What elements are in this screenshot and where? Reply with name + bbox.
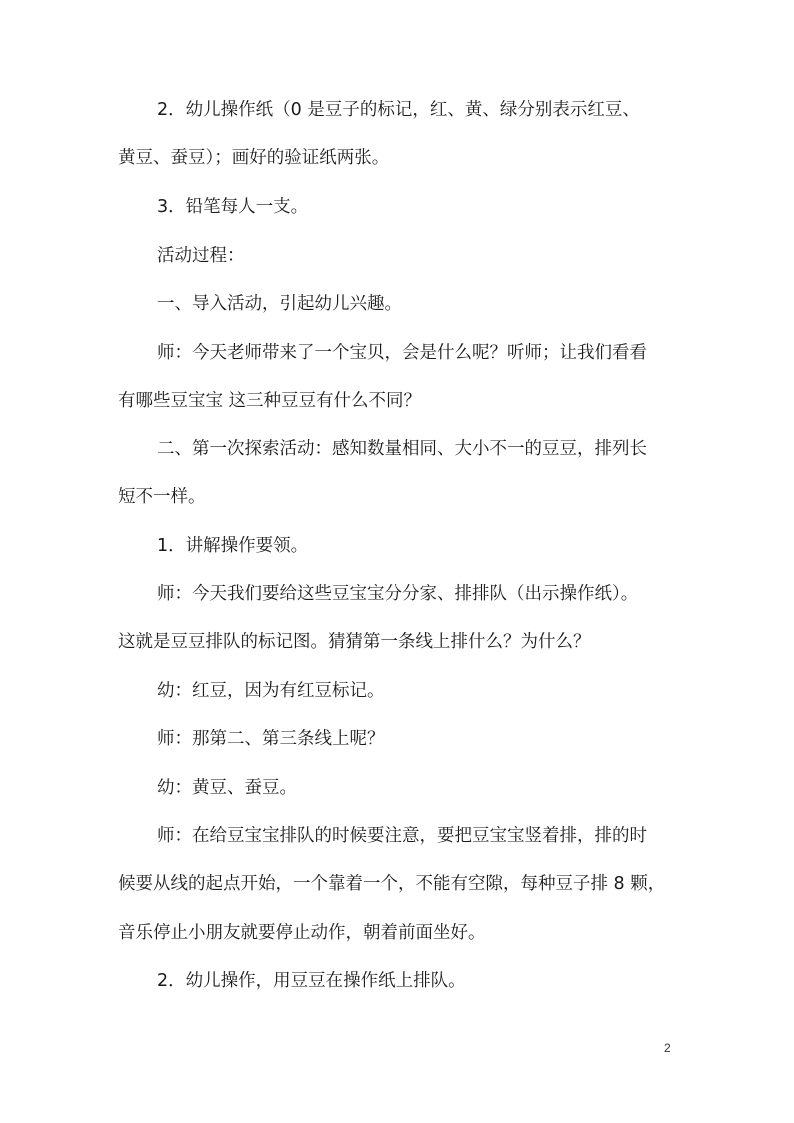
text-line: 候要从线的起点开始，一个靠着一个，不能有空隙，每种豆子排 8 颗，: [118, 874, 666, 894]
text-line: 3．铅笔每人一支。: [157, 197, 309, 217]
text-line: 幼：红豆，因为有红豆标记。: [157, 681, 385, 701]
text-line: 1．讲解操作要领。: [157, 536, 309, 556]
text-line: 黄豆、蚕豆）；画好的验证纸两张。: [118, 148, 390, 168]
text-line: 二、第一次探索活动：感知数量相同、大小不一的豆豆，排列长: [157, 439, 647, 459]
text-line: 活动过程：: [157, 246, 245, 266]
text-line: 一、导入活动，引起幼儿兴趣。: [157, 294, 402, 314]
text-line: 2．幼儿操作，用豆豆在操作纸上排队。: [157, 971, 466, 991]
text-line: 2．幼儿操作纸（0 是豆子的标记，红、黄、绿分别表示红豆、: [157, 100, 640, 120]
text-line: 这就是豆豆排队的标记图。猜猜第一条线上排什么？为什么？: [118, 632, 591, 652]
text-line: 音乐停止小朋友就要停止动作，朝着前面坐好。: [118, 923, 486, 943]
text-line: 师：今天我们要给这些豆宝宝分分家、排排队（出示操作纸）。: [157, 584, 639, 604]
text-line: 师：今天老师带来了一个宝贝，会是什么呢？听师；让我们看看: [157, 343, 647, 363]
text-line: 幼：黄豆、蚕豆。: [157, 778, 297, 798]
text-line: 短不一样。: [118, 487, 206, 507]
page-number: 2: [664, 1041, 671, 1055]
text-line: 有哪些豆宝宝 这三种豆豆有什么不同？: [118, 391, 422, 411]
text-line: 师：那第二、第三条线上呢？: [157, 729, 385, 749]
text-line: 师：在给豆宝宝排队的时候要注意，要把豆宝宝竖着排，排的时: [157, 826, 647, 846]
